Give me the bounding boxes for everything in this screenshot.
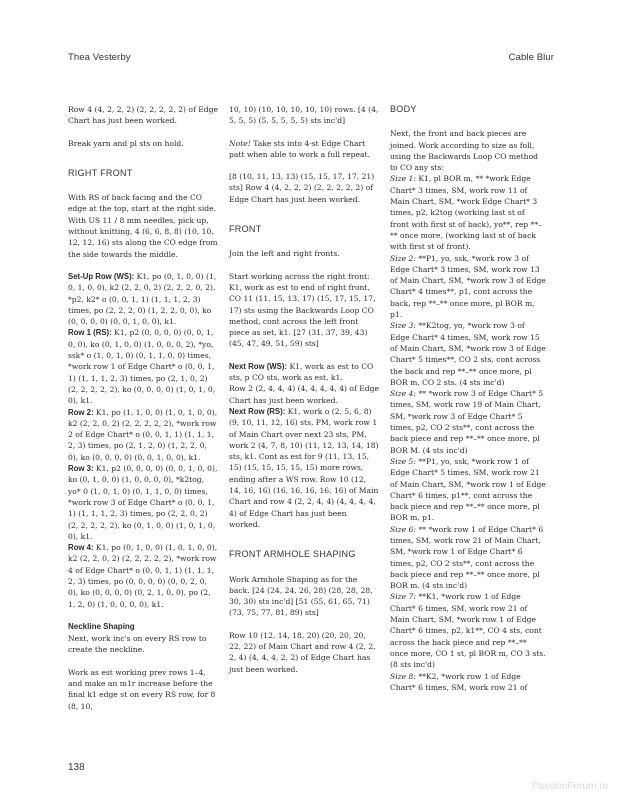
note-label: Note! — [229, 138, 251, 148]
size-text: **P1, yo, ssk, *work row 3 of Edge Chart* 3 times, SM, work row 13 of Main Chart, SM, *work row 3 of Edge Chart* 4 times**, p1, cont across the back, rep **–** once more, pl BOR m, p1. — [390, 253, 546, 320]
size-5-instruction — [390, 456, 546, 524]
row-text: K1, p2 (0, 0, 0, 0) (0, 0, 1, 0, 0), ko (0, 1, 0, 0) (1, 0, 0, 0, 0), *k2tog, yo* 0 (1, 0, 1, 0) (0, 1, 1, 0, 0) times, *work row 3 of Edge Chart* o (0, 0, 1, 1) (1, 1, 1, 2, 3) times, po (2, 2, 0, 2) (2, 2, 2, 2, 2), ko (0, 1, 0, 0) (1, 0, 1, 0, 0), k1. — [68, 464, 218, 541]
row-label: Next Row (WS): — [229, 361, 288, 371]
watermark: PassionForum.ru — [531, 781, 608, 792]
row-text: K1, work o (2, 5, 6, 8) (9, 10, 11, 12, 16) sts, PM, work row 1 of Main Chart over next 23 sts, PM, work 2 (4, 7, 8, 10) (11, 12, 13, 14, 18) sts, k1. Cont as est for 9 (11, 13, 15, 15) (15, 15, 15, 15, 15) more rows, ending after a WS row. Row 10 (12, 14, 16, 16) (16, 16, 16, 16, 16) of Main Chart and row 4 (2, 2, 4, 4) (4, 4, 4, 4, 4) of Edge Chart has just been worked. — [229, 406, 379, 529]
size-text: **K1, *work row 1 of Edge Chart* 6 times, SM, work row 21 of Main Chart, SM, *work row 1 of Edge Chart* 6 times, p2, k1**, CO 4 sts, cont across the back piece and rep **–** once more, CO 1 st, pl BOR m, CO 3 sts. (8 sts inc'd) — [390, 592, 546, 670]
paragraph: Row 10 (12, 14, 18, 20) (20, 20, 20, 22, 22) of Main Chart and row 4 (2, 2, 2, 4) (4, 4, 4, 2, 2) of Edge Chart has just been worked. — [229, 630, 376, 674]
size-label: Size 2: — [390, 253, 416, 263]
size-label: Size 6: — [390, 524, 416, 534]
size-4-instruction — [390, 388, 546, 456]
section-title-body: BODY — [390, 104, 417, 114]
size-label: Size 4: — [390, 389, 416, 399]
row-3-instruction — [68, 463, 218, 542]
next-row-ws-instruction — [229, 361, 379, 384]
next-row-rs-instruction — [229, 406, 379, 530]
size-7-instruction — [390, 591, 546, 670]
paragraph: Next, work inc's on every RS row to create the neckline. — [68, 634, 207, 655]
size-label: Size 3: — [390, 321, 416, 331]
paragraph: Break yarn and pl sts on hold. — [68, 138, 184, 148]
row-label: Row 1 (RS): — [68, 328, 112, 338]
size-2-instruction — [390, 253, 546, 321]
paragraph: Row 4 (4, 2, 2, 2) (2, 2, 2, 2, 2) of Edge Chart has just been worked. — [68, 105, 218, 126]
subsection-title-neckline: Neckline Shaping — [68, 621, 135, 631]
size-text: ** *work row 1 of Edge Chart* 6 times, SM, work row 21 of Main Chart, SM, *work row 1 of Edge Chart* 6 times, p2, CO 2 sts**, cont across the back piece and rep **–** once more, pl BOR m. (4 sts inc'd) — [390, 524, 544, 591]
row-label: Row 2: — [68, 407, 94, 417]
row-text: K1, po (0, 1, 0, 0) (1, 0, 1, 0, 0), k2 (2, 2, 0, 2) (2, 2, 2, 0, 2), *p2, k2* o (0, 0, 1, 1) (1, 1, 1, 2, 3) times, po (2, 2, 2, 0) (1, 2, 2, 0, 0), ko (0, 0, 0, 0) (0, 0, 1, 0, 0), k1. — [68, 271, 217, 327]
section-title-front-armhole-shaping: FRONT ARMHOLE SHAPING — [229, 549, 356, 560]
row-text: K1, po (0, 1, 0, 0) (1, 0, 1, 0, 0), k2 (2, 2, 0, 2) (2, 2, 2, 2, 2), *work row 4 of Edge Chart* o (0, 0, 1, 1) (1, 1, 1, 2, 3) times, po (0, 0, 0, 0) (0, 0, 2, 0, 0), ko (0, 0, 0, 0) (0, 2, 1, 0, 0), po (2, 1, 2, 0) (1, 0, 0, 0, 0), k1. — [68, 543, 218, 609]
size-6-instruction — [390, 524, 546, 592]
row-4-instruction — [68, 542, 218, 610]
size-text: **P1, yo, ssk, *work row 1 of Edge Chart* 5 times, SM, work row 21 of Main Chart, SM, *work row 1 of Edge Chart* 6 times, p1**, cont across the back piece and rep **–** once more, pl BOR m, p1. — [390, 456, 546, 523]
running-header-author: Thea Vesterby — [68, 52, 131, 63]
size-3-instruction — [390, 320, 546, 388]
running-header-title: Cable Blur — [508, 52, 554, 63]
row-text: K1, po (1, 1, 0, 0) (1, 0, 1, 0, 0), k2 (2, 2, 0, 2) (2, 2, 2, 2, 2), *work row 2 of Edge Chart* o (0, 0, 1, 1) (1, 1, 1, 2, 3) times, po (2, 1, 2, 0) (1, 2, 2, 0, 0), ko (0, 0, 0, 0) (0, 0, 1, 0, 0), k1. — [68, 407, 218, 462]
paragraph: Join the left and right fronts. — [229, 249, 340, 259]
paragraph: Row 2 (2, 4, 4, 4) (4, 4, 4, 4, 4) of Edge Chart has just been worked. — [229, 384, 379, 405]
row-2-instruction — [68, 407, 218, 463]
row-label: Row 3: — [68, 464, 94, 474]
size-text: ** *work row 3 of Edge Chart* 5 times, SM, work row 19 of Main Chart, SM, *work row 3 of Edge Chart* 5 times, p2, CO 2 sts**, cont across the back piece and rep **–** once more, pl BOR M. (4 sts inc'd) — [390, 389, 544, 455]
row-1-instruction — [68, 327, 218, 406]
note — [229, 138, 379, 161]
paragraph: [8 (10, 11, 13, 13) (15, 15, 17, 17, 21) sts] Row 4 (4, 2, 2, 2) (2, 2, 2, 2, 2) of Edge Chart has just been worked. — [229, 172, 375, 204]
paragraph: 10, 10) (10, 10, 10, 10, 10) rows. [4 (4, 5, 5, 5) (5, 5, 5, 5, 5) sts inc'd] — [229, 105, 379, 126]
size-label: Size 1: — [390, 174, 416, 184]
paragraph: With RS of back facing and the CO edge at the top, start at the right side. With US 11 / 8 mm needles, pick up, without knitting, 4 (6, 6, 8, 8) (10, 10, 12, 12, 16) sts along the CO edge from the side towards the middle. — [68, 193, 218, 259]
size-text: **K2, *work row 1 of Edge Chart* 6 times, SM, work row 21 of — [390, 671, 528, 692]
column-left — [68, 104, 218, 723]
row-label: Next Row (RS): — [229, 406, 286, 416]
size-8-instruction — [390, 671, 546, 694]
size-text: **K2tog, yo, *work row 3 of Edge Chart* 4 times, SM, work row 15 of Main Chart, SM, *work row 3 of Edge Chart* 5 times**, CO 2 sts, cont across the back and rep **–** once more, pl BOR m, CO 2 sts. (4 sts inc'd) — [390, 321, 546, 387]
column-right — [390, 104, 546, 693]
paragraph: Work as est working prev rows 1–4, and make an m1r increase before the final k1 edge st on every RS row, for 8 (8, 10, — [68, 667, 216, 711]
size-label: Size 5: — [390, 456, 416, 466]
paragraph: Start working across the right front: K1, work as est to end of right front, CO 11 (11, 15, 13, 17) (15, 17, 15, 17, 17) sts using the Backwards Loop CO method, cont across the left front piece as set, k1. [27 (31, 37, 39, 43) (45, 47, 49, 51, 59) sts] — [229, 271, 376, 349]
section-title-right-front: RIGHT FRONT — [68, 167, 133, 178]
size-text: K1, pl BOR m, ** *work Edge Chart* 3 times, SM, work row 11 of Main Chart, SM, *work Edge Chart* 3 times, p2, k2tog (working last st of front with first st of back), yo**, rep **–** once more, (working last st of back with first st of front). — [390, 174, 542, 252]
setup-row-instruction — [68, 271, 218, 327]
size-label: Size 7: — [390, 592, 416, 602]
row-label: Set-Up Row (WS): — [68, 271, 135, 281]
paragraph: Next, the front and back pieces are joined. Work according to size as foll, using the Backwards Loop CO method to CO any sts: — [390, 129, 539, 173]
row-label: Row 4: — [68, 543, 94, 553]
size-1-instruction — [390, 173, 546, 252]
row-text: K1, p2 (0, 0, 0, 0) (0, 0, 1, 0, 0), ko (0, 1, 0, 0) (1, 0, 0, 0, 2), *yo, ssk* o (1, 0, 1, 0) (0, 1, 1, 0, 0) times, *work row 1 of Edge Chart* o (0, 0, 1, 1) (1, 1, 1, 2, 3) times, po (2, 1, 0, 2) (2, 2, 2, 2, 2), ko (0, 0, 0, 0) (1, 0, 1, 0, 0), k1. — [68, 328, 216, 406]
paragraph: Work Armhole Shaping as for the back. [24 (24, 24, 26, 28) (28, 28, 28, 30, 30) sts inc'd] [51 (55, 61, 65, 71) (73, 75, 77, 81, 89) sts] — [229, 574, 373, 618]
page-number: 138 — [68, 762, 85, 773]
section-title-front: FRONT — [229, 224, 262, 235]
row-text: K1, work as est to CO sts, p CO sts, work as est, k1. — [229, 361, 374, 383]
column-middle — [229, 104, 379, 686]
size-label: Size 8: — [390, 671, 416, 681]
note-text: Take sts into 4-st Edge Chart patt when able to work a full repeat. — [229, 138, 370, 159]
